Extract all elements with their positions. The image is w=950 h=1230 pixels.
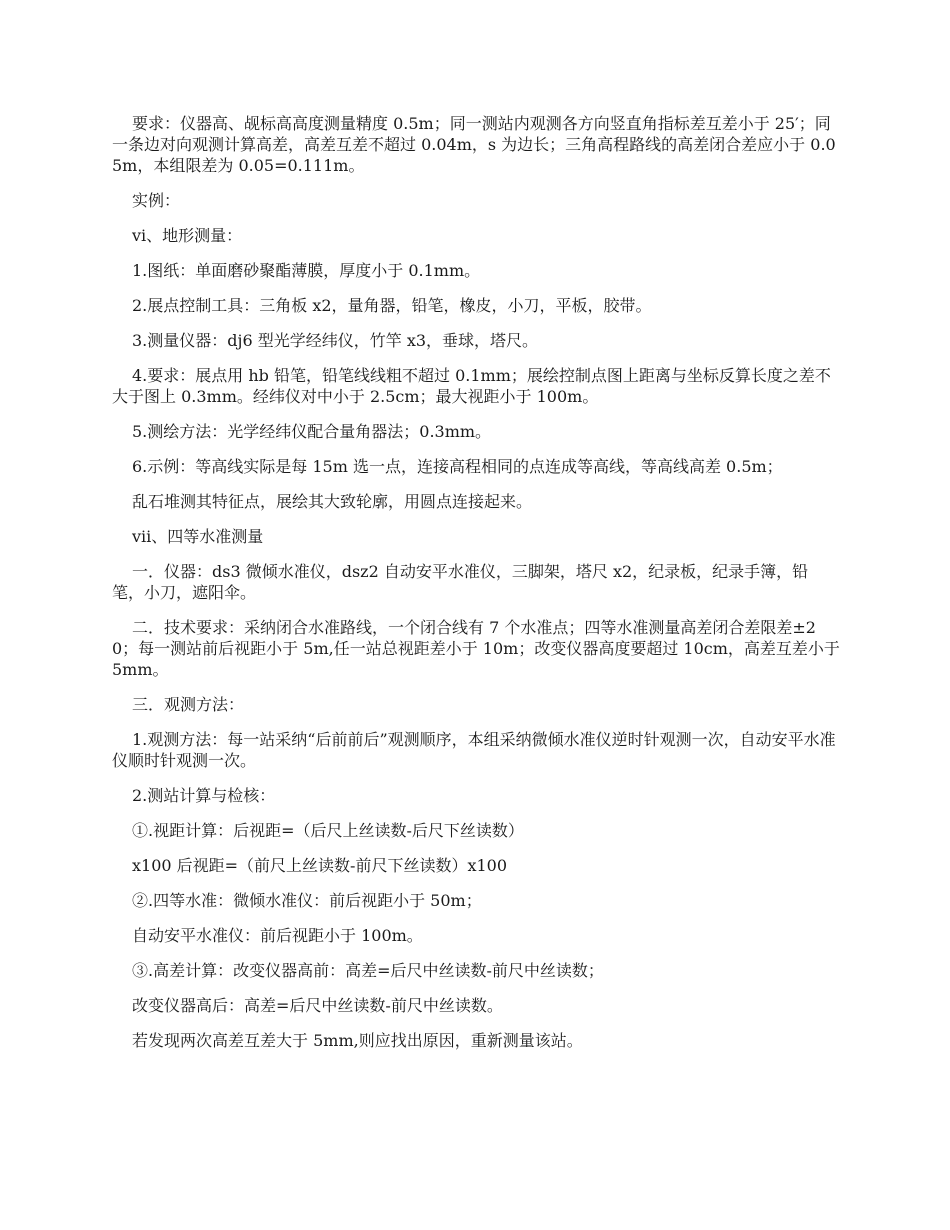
paragraph-remeasure: 若发现两次高差互差大于 5mm,则应找出原因，重新测量该站。	[132, 1031, 583, 1050]
paragraph-height-diff-after: 改变仪器高后：高差=后尺中丝读数-前尺中丝读数。	[132, 996, 503, 1015]
paragraph-survey-method: 5.测绘方法：光学经纬仪配合量角器法；0.3mm。	[132, 422, 492, 441]
paragraph-requirements-triangle: 要求：仪器高、觇标高高度测量精度 0.5m；同一测站内观测各方向竖直角指标差互差小于 25′；同一条边对向观测计算高差，高差互差不超过 0.04m，s 为边长；三角高程路线的高差闭合差应小于 0.05m，本组限差为 0.05=0.111m。	[112, 114, 836, 175]
paragraph-plotting-tools: 2.展点控制工具：三角板 x2，量角器，铅笔，橡皮，小刀，平板，胶带。	[132, 296, 652, 315]
section-heading-leveling: ⅶ、四等水准测量	[132, 527, 264, 546]
paragraph-example-heading: 实例：	[132, 191, 181, 210]
paragraph-observation-method: 1.观测方法：每一站采纳“后前前后”观测顺序，本组采纳微倾水准仪逆时针观测一次，自动安平水准仪顺时针观测一次。	[112, 730, 836, 770]
paragraph-height-diff-before: ③.高差计算：改变仪器高前：高差=后尺中丝读数-前尺中丝读数；	[132, 961, 604, 980]
paragraph-drawing-paper: 1.图纸：单面磨砂聚酯薄膜，厚度小于 0.1mm。	[132, 261, 481, 280]
paragraph-leveling-instruments: 一．仪器：ds3 微倾水准仪，dsz2 自动安平水准仪，三脚架，塔尺 x2，纪录板，纪录手簿，铅笔，小刀，遮阳伞。	[112, 562, 809, 602]
paragraph-rock-pile: 乱石堆测其特征点，展绘其大致轮廓，用圆点连接起来。	[132, 492, 533, 511]
paragraph-technical-requirements: 二．技术要求：采纳闭合水准路线，一个闭合线有 7 个水准点；四等水准测量高差闭合差限差±20；每一测站前后视距小于 5m,任一站总视距差小于 10m；改变仪器高度要超过 10cm，高差互差小于 5mm。	[112, 618, 840, 679]
paragraph-instruments: 3.测量仪器：dj6 型光学经纬仪，竹竿 x3，垂球，塔尺。	[132, 331, 539, 350]
paragraph-sight-distance: ①.视距计算：后视距=（后尺上丝读数-后尺下丝读数）	[132, 821, 524, 840]
paragraph-fourth-order-leveling: ②.四等水准：微倾水准仪：前后视距小于 50m；	[132, 891, 482, 910]
paragraph-requirements-plotting: 4.要求：展点用 hb 铅笔，铅笔线线粗不超过 0.1mm；展绘控制点图上距离与坐标反算长度之差不大于图上 0.3mm。经纬仪对中小于 2.5cm；最大视距小于 100m。	[112, 366, 831, 406]
paragraph-sight-distance-formula: x100 后视距=（前尺上丝读数-前尺下丝读数）x100	[132, 856, 508, 875]
paragraph-station-check: 2.测站计算与检核：	[132, 786, 276, 805]
document-page	[112, 113, 840, 1065]
paragraph-auto-level: 自动安平水准仪：前后视距小于 100m。	[132, 926, 423, 945]
section-heading-topographic: ⅵ、地形测量：	[132, 226, 243, 245]
paragraph-observation-heading: 三．观测方法：	[132, 695, 245, 714]
paragraph-contour-example: 6.示例：等高线实际是每 15m 选一点，连接高程相同的点连成等高线，等高线高差 0.5m；	[132, 457, 783, 476]
